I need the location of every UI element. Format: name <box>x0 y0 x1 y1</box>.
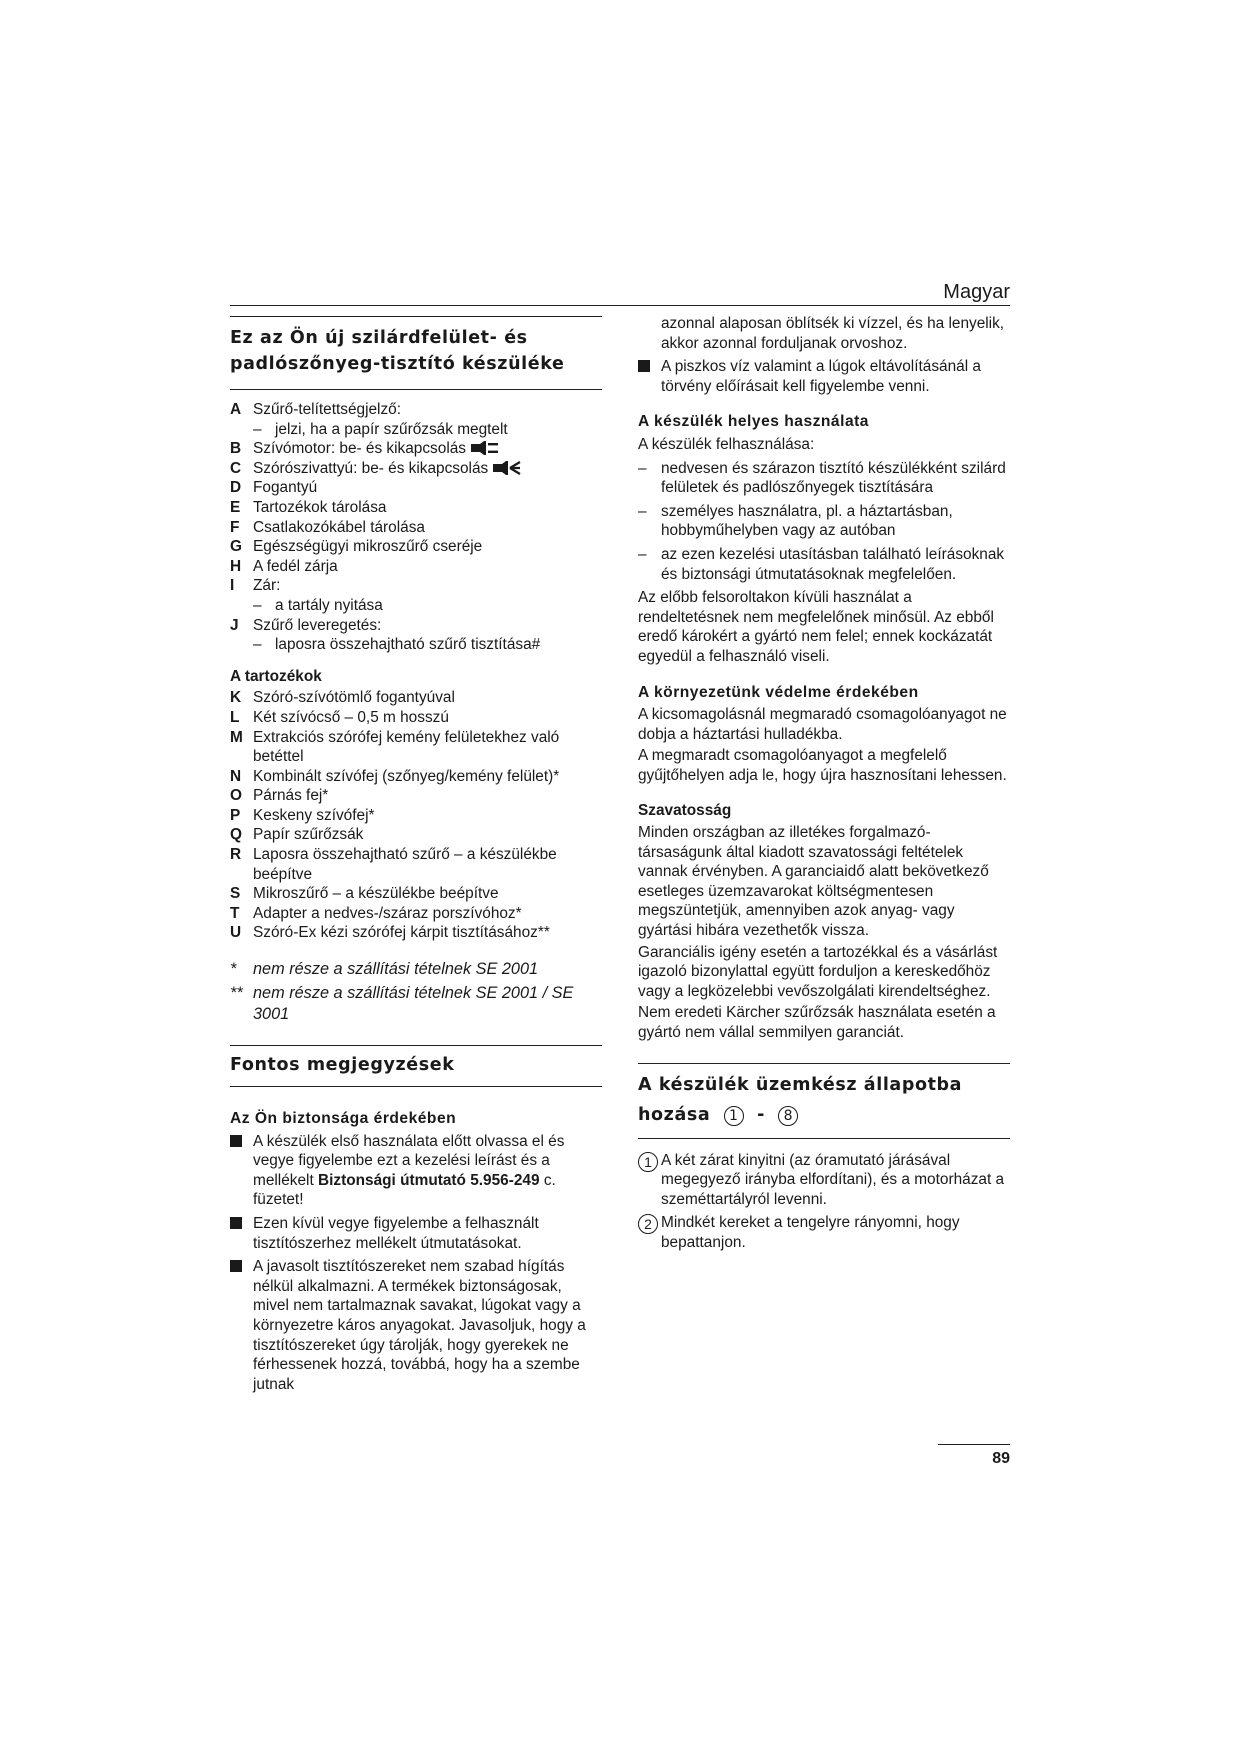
item-key: J <box>230 616 239 634</box>
list-item: T Adapter a nedves-/száraz porszívóhoz* <box>230 904 522 922</box>
list-subitem: – laposra összehajtható szűrő tisztítása# <box>230 635 602 655</box>
page-number-rule <box>938 1444 1010 1445</box>
list-subitem: – jelzi, ha a papír szűrőzsák megtelt <box>230 420 602 440</box>
section-rule <box>638 1063 1010 1064</box>
safety-title: Az Ön biztonsága érdekében <box>230 1110 457 1128</box>
list-item <box>230 459 602 479</box>
safety-item-continued: azonnal alaposan öblítsék ki vízzel, és ha lenyelik, akkor azonnal forduljanak orvoshoz. <box>661 315 1005 352</box>
item-key: H <box>230 557 242 575</box>
section-rule <box>230 389 602 390</box>
list-item <box>230 478 602 498</box>
item-text: A fedél zárja <box>253 557 338 575</box>
safety-item: A javasolt tisztítószereket nem szabad hígítás nélkül alkalmazni. A termékek biztonságosak, mivel nem tartalmaznak savakat, lúgokat vagy a környezetre káros anyagokat. Javasoljuk, hogy a tisztítószereket úgy tárolják, hogy gyerekek ne férhessenek hozzá, továbbá, hogy ha a szembe jutnak <box>230 1257 602 1394</box>
list-item: R Laposra összehajtható szűrő – a készülékbe beépítve <box>230 846 557 883</box>
list-item <box>230 557 602 577</box>
accessories-title: A tartozékok <box>230 667 322 685</box>
list-item <box>230 498 602 518</box>
item-text: a tartály nyitása <box>275 596 383 614</box>
list-item <box>230 576 602 596</box>
item-text: Szűrő leveregetés: <box>253 616 382 634</box>
item-text: Szűrő-telítettségjelző: <box>253 401 401 418</box>
item-text: Egészségügyi mikroszűrő cseréje <box>253 538 483 556</box>
list-item: O Párnás fej* <box>230 787 329 805</box>
item-key: D <box>230 479 242 497</box>
environment-paragraph: A megmaradt csomagolóanyagot a megfelelő gyűjtőhelyen adja le, hogy újra hasznosítani lehessen. <box>638 747 1007 784</box>
footnote: * nem része a szállítási tételnek SE 2001 <box>230 960 539 979</box>
list-item: S Mikroszűrő – a készülékbe beépítve <box>230 885 499 903</box>
list-item: Q Papír szűrőzsák <box>230 826 364 844</box>
list-item: K Szóró-szívótömlő fogantyúval <box>230 689 455 707</box>
item-key: F <box>230 518 240 536</box>
step-number-icon: 8 <box>778 1106 798 1126</box>
warranty-paragraph: Garanciális igény esetén a tartozékkal és a vásárlást igazoló bizonylattal együtt forduljon a kereskedőhöz vagy a legközelebbi vevőszolgálati kirendeltséghez. <box>638 943 998 1000</box>
list-item: – nedvesen és szárazon tisztító készülékként szilárd felületek és padlószőnyegek tisztítására <box>638 459 1006 497</box>
environment-title: A környezetünk védelme érdekében <box>638 683 919 701</box>
warranty-paragraph: Minden országban az illetékes forgalmazó-társaságunk által kiadott szavatossági feltételek vannak érvényben. A garanciaidő alatt bekövetkező esetleges üzemzavarokat költségmentesen megszüntetjük, amennyiben azok anyag- vagy gyártási hibára vezethetők vissza. <box>638 824 989 940</box>
safety-doc-ref: Biztonsági útmutató 5.956-249 <box>318 1171 540 1189</box>
page-number: 89 <box>992 1450 1010 1467</box>
list-item <box>230 616 602 636</box>
list-item: M Extrakciós szórófej kemény felületekhez való betéttel <box>230 728 560 766</box>
list-item <box>230 518 602 538</box>
item-text: Fogantyú <box>253 479 318 497</box>
setup-step: 1 A két zárat kinyitni (az óramutató járásával megegyező irányba elfordítani), és a motorházat a szeméttartályról levenni. <box>638 1151 1010 1210</box>
list-item: L Két szívócső – 0,5 m hosszú <box>230 708 449 726</box>
section-rule <box>638 1138 1010 1139</box>
right-column <box>638 314 1010 1257</box>
safety-item: Ezen kívül vegye figyelembe a felhasznált tisztítószerhez mellékelt útmutatásokat. <box>230 1214 602 1253</box>
section-rule <box>230 316 602 317</box>
bullet-square-icon <box>230 1260 242 1272</box>
item-key: B <box>230 440 242 458</box>
item-text: jelzi, ha a papír szűrőzsák megtelt <box>275 420 508 438</box>
item-key: C <box>230 459 242 477</box>
footnotes <box>230 959 602 1025</box>
list-item: – személyes használatra, pl. a háztartásban, hobbyműhelyben vagy az autóban <box>638 502 953 540</box>
list-item: N Kombinált szívófej (szőnyeg/kemény felület)* <box>230 767 560 785</box>
safety-item: A készülék első használata előtt olvassa el és vegye figyelembe ezt a kezelési leírást és a mellékelt Biztonsági útmutató 5.956-249 c. füzetet! <box>230 1132 602 1210</box>
item-key: E <box>230 498 241 516</box>
bullet-square-icon <box>230 1135 242 1147</box>
language-label: Magyar <box>943 281 1010 303</box>
list-item <box>230 537 602 557</box>
device-title <box>230 325 602 377</box>
step-number-icon: 1 <box>724 1106 744 1126</box>
motor-switch-icon <box>470 440 500 456</box>
left-column <box>230 316 602 1398</box>
item-key: G <box>230 538 242 556</box>
item-text: Tartozékok tárolása <box>253 498 387 516</box>
device-title-line1: Ez az Ön új szilárdfelület- és <box>230 328 528 348</box>
ready-title-line2: hozása 1 - 8 <box>638 1100 1010 1130</box>
list-item <box>230 400 602 420</box>
ready-title-line1: A készülék üzemkész állapotba <box>638 1074 963 1095</box>
environment-paragraph: A kicsomagolásnál megmaradó csomagolóanyagot ne dobja a háztartási hulladékba. <box>638 706 1007 743</box>
usage-intro: A készülék felhasználása: <box>638 435 815 453</box>
step-number-icon: 2 <box>638 1214 658 1234</box>
ready-title <box>638 1070 1010 1130</box>
step-number-icon: 1 <box>638 1152 658 1172</box>
usage-title: A készülék helyes használata <box>638 413 869 431</box>
list-item: U Szóró-Ex kézi szórófej kárpit tisztításához** <box>230 924 550 942</box>
safety-item: A piszkos víz valamint a lúgok eltávolításánál a törvény előírásait kell figyelembe venni. <box>638 357 1010 396</box>
item-text: Szívómotor: be- és kikapcsolás <box>253 440 466 458</box>
footnote: ** nem része a szállítási tételnek SE 2001 / SE 3001 <box>230 984 574 1024</box>
section-rule <box>230 1045 602 1046</box>
warranty-paragraph: Nem eredeti Kärcher szűrőzsák használata esetén a gyártó nem vállal semmilyen garanciát. <box>638 1004 996 1041</box>
header-rule <box>230 305 1010 306</box>
list-item: – az ezen kezelési utasításban található leírásoknak és biztonsági útmutatásoknak megfelelően. <box>638 545 1005 583</box>
item-text: Csatlakozókábel tárolása <box>253 518 425 536</box>
item-text: Zár: <box>253 577 281 595</box>
warranty-title: Szavatosság <box>638 802 732 820</box>
pump-switch-icon <box>492 460 522 476</box>
important-title: Fontos megjegyzések <box>230 1055 455 1076</box>
list-item <box>230 439 602 459</box>
item-text: Szórószivattyú: be- és kikapcsolás <box>253 459 489 477</box>
section-rule <box>230 1086 602 1087</box>
usage-outro: Az előbb felsoroltakon kívüli használat a rendeltetésnek nem megfelelőnek minősül. Az ebből eredő károkért a gyártó nem felel; ennek kockázatát egyedül a felhasználó viseli. <box>638 589 994 665</box>
bullet-square-icon <box>230 1217 242 1229</box>
accessories-list <box>230 688 602 943</box>
bullet-square-icon <box>638 360 650 372</box>
list-subitem: – a tartály nyitása <box>230 596 602 616</box>
item-text: laposra összehajtható szűrő tisztítása# <box>275 636 541 654</box>
item-key: I <box>230 577 235 595</box>
parts-list <box>230 400 602 655</box>
list-item: P Keskeny szívófej* <box>230 806 375 824</box>
setup-step: 2 Mindkét kereket a tengelyre rányomni, hogy bepattanjon. <box>638 1213 1010 1252</box>
item-key: A <box>230 401 242 418</box>
device-title-line2: padlószőnyeg-tisztító készüléke <box>230 354 565 374</box>
